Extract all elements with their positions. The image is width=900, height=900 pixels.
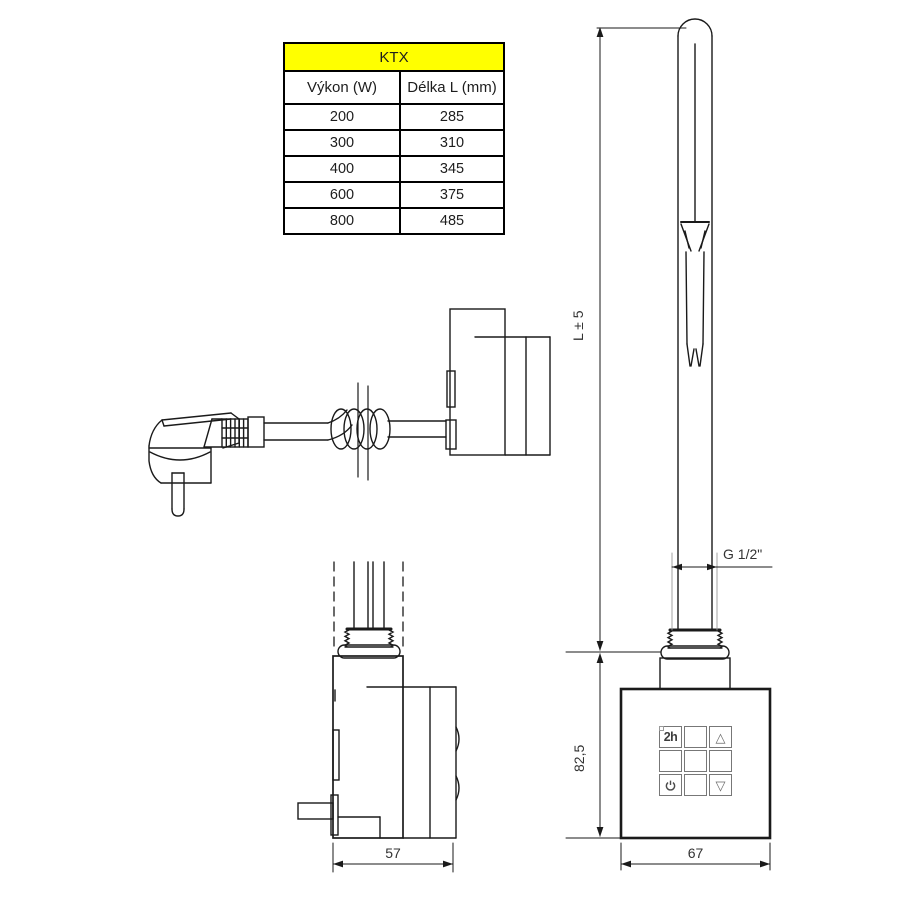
power-icon [664, 779, 677, 792]
power-button [659, 774, 682, 796]
length-value: 485 [400, 208, 504, 234]
width-dimension-label: 67 [687, 845, 704, 861]
spec-table [283, 42, 505, 235]
controller-box-cable-view [446, 309, 550, 455]
plug-and-cable-drawing [149, 309, 550, 516]
table-header-row [284, 71, 504, 104]
power-value: 800 [284, 208, 400, 234]
table-row [284, 104, 504, 130]
timer-corner-mark [659, 726, 664, 731]
table-row [284, 130, 504, 156]
blank-button [684, 774, 707, 796]
dimension-length-L [597, 27, 686, 651]
dimension-thread-G12 [672, 553, 772, 630]
depth-dimension-label: 57 [385, 845, 401, 861]
table-row [284, 156, 504, 182]
length-value: 285 [400, 104, 504, 130]
height-dimension-label: 82,5 [571, 744, 587, 772]
blank-button [684, 726, 707, 748]
table-row [284, 208, 504, 234]
table-title-row [284, 43, 504, 71]
length-dimension-label: L ± 5 [570, 310, 586, 341]
timer-label: 2h [663, 730, 678, 744]
column-header-power: Výkon (W) [284, 71, 400, 104]
power-value: 400 [284, 156, 400, 182]
power-value: 600 [284, 182, 400, 208]
control-keypad [659, 726, 732, 796]
column-header-length: Délka L (mm) [400, 71, 504, 104]
table-title: KTX [284, 43, 504, 71]
up-button [709, 726, 732, 748]
timer-button [659, 726, 682, 748]
thread-dimension-label: G 1/2" [723, 546, 763, 562]
table-row [284, 182, 504, 208]
blank-button [709, 750, 732, 772]
heating-element-front-view [621, 19, 770, 838]
up-triangle-icon: △ [715, 729, 726, 745]
coiled-cable [331, 409, 390, 449]
length-value: 345 [400, 156, 504, 182]
down-button [709, 774, 732, 796]
plug-pin [172, 473, 184, 516]
length-value: 310 [400, 130, 504, 156]
down-triangle-icon: ▽ [715, 777, 726, 793]
power-value: 300 [284, 130, 400, 156]
blank-button [684, 750, 707, 772]
length-value: 375 [400, 182, 504, 208]
controller-side-view [298, 562, 459, 872]
power-value: 200 [284, 104, 400, 130]
blank-button [659, 750, 682, 772]
